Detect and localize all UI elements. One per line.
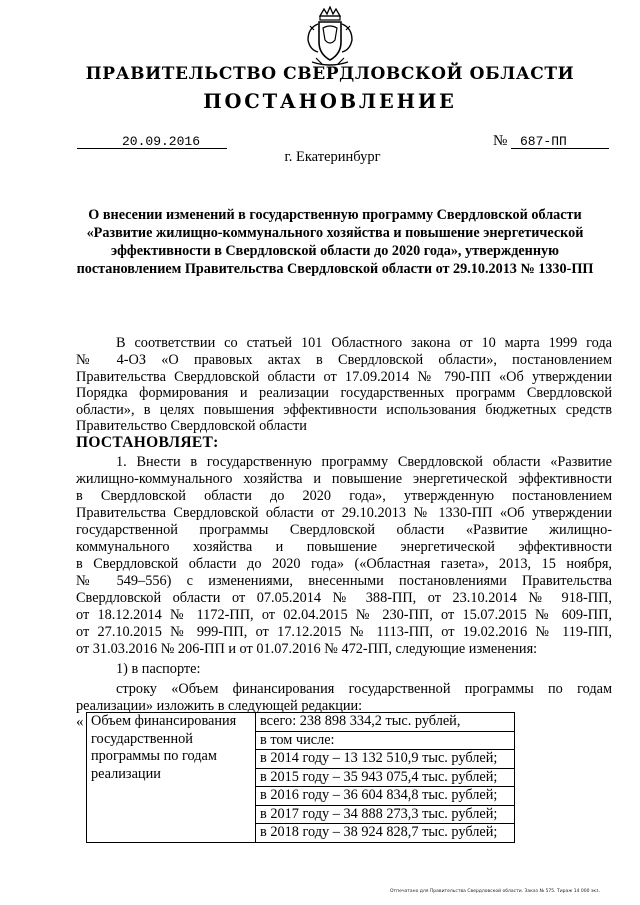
item1-line: 1. Внести в государственную программу Свердловской области «Развитие [116,454,612,470]
financing-value-cell: в 2017 году – 34 888 273,3 тыс. рублей; [256,805,515,824]
document-title: О внесении изменений в государственную программу Свердловской области «Развитие жилищно-коммунального хозяйства и повышение энергетической эффективности в Свердловской области до 2020 года», утвержденную постановлением Правительства Свердловской области от 29.10.2013 № 1330-ПП [76,207,594,278]
financing-value-cell: в 2016 году – 36 604 834,8 тыс. рублей; [256,787,515,806]
financing-value-cell: в 2014 году – 13 132 510,9 тыс. рублей; [256,750,515,769]
item1-line: от 27.10.2015 № 999-ПП, от 17.12.2015 № 1113-ПП, от 19.02.2016 № 119-ПП, [76,624,612,640]
item1-line: государственной программы Свердловской области «Развитие жилищно- [76,522,612,538]
document-type: ПОСТАНОВЛЕНИЕ [203,90,457,113]
financing-value-cell: в 2018 году – 38 924 828,7 тыс. рублей; [256,824,515,843]
preamble-line: области», в целях повышения эффективности использования бюджетных средств [76,402,612,418]
preamble-line: № 4-ОЗ «О правовых актах в Свердловской области», постановлением [76,352,612,368]
financing-label-line: реализации [91,765,161,782]
subitem-line: реализации» изложить в следующей редакции: [76,698,363,714]
item1-line: Правительства Свердловской области от 29.10.2013 № 1330-ПП «Об утверждении [76,505,612,521]
financing-value-cell: всего: 238 898 334,2 тыс. рублей, [256,713,515,732]
item1-line: в Свердловской области до 2020 года» («Областная газета», 2013, 15 ноября, [76,556,612,572]
financing-label-line: государственной [91,730,193,747]
item1-line: Свердловской области от 07.05.2014 № 388-ПП, от 23.10.2014 № 918-ПП, [76,590,612,606]
sverdlovsk-coat-of-arms-icon [302,6,358,68]
government-name: ПРАВИТЕЛЬСТВО СВЕРДЛОВСКОЙ ОБЛАСТИ [85,64,575,84]
item1-line: № 549–556) с изменениями, внесенными постановлениями Правительства [76,573,612,589]
preamble-line: Правительство Свердловской области [76,418,307,434]
item1-line: от 18.12.2014 № 1172-ПП, от 02.04.2015 № 230-ПП, от 15.07.2015 № 609-ПП, [76,607,612,623]
subitem-line: строку «Объем финансирования государственной программы по годам [116,681,612,697]
financing-value-cell: в 2015 году – 35 943 075,4 тыс. рублей; [256,768,515,787]
number-sign: № [493,133,508,149]
preamble-line: Правительства Свердловской области от 17.09.2014 № 790-ПП «Об утверждении [76,369,612,385]
financing-value-cell: в том числе: [256,731,515,750]
financing-table [86,712,515,843]
subitem-heading: 1) в паспорте: [116,661,201,677]
financing-label-cell [87,713,256,843]
financing-label-line: Объем финансирования [91,713,237,729]
document-date: 20.09.2016 [122,134,201,149]
print-footer: Отпечатано для Правительства Свердловской области. Заказ № 575. Тираж 14 000 экз. [390,889,600,894]
preamble-line: В соответствии со статьей 101 Областного закона от 10 марта 1999 года [116,335,612,351]
item1-line: жилищно-коммунального хозяйства и повышение энергетической эффективности [76,471,612,487]
document-number: 687-ПП [520,134,567,149]
quote-open-mark: « [76,714,84,730]
financing-label-line: программы по годам [91,748,217,764]
resolution-verb: ПОСТАНОВЛЯЕТ: [76,434,219,451]
item1-line: коммунального хозяйства и повышение энергетической эффективности [76,539,612,555]
city: г. Екатеринбург [284,149,381,165]
table-row [87,713,515,732]
item1-line: от 31.03.2016 № 206-ПП и от 01.07.2016 № 472-ПП, следующие изменения: [76,641,538,657]
item1-line: в Свердловской области до 2020 года», утвержденную постановлением [76,488,612,504]
preamble-line: Порядка формирования и реализации государственных программ Свердловской [76,385,612,401]
